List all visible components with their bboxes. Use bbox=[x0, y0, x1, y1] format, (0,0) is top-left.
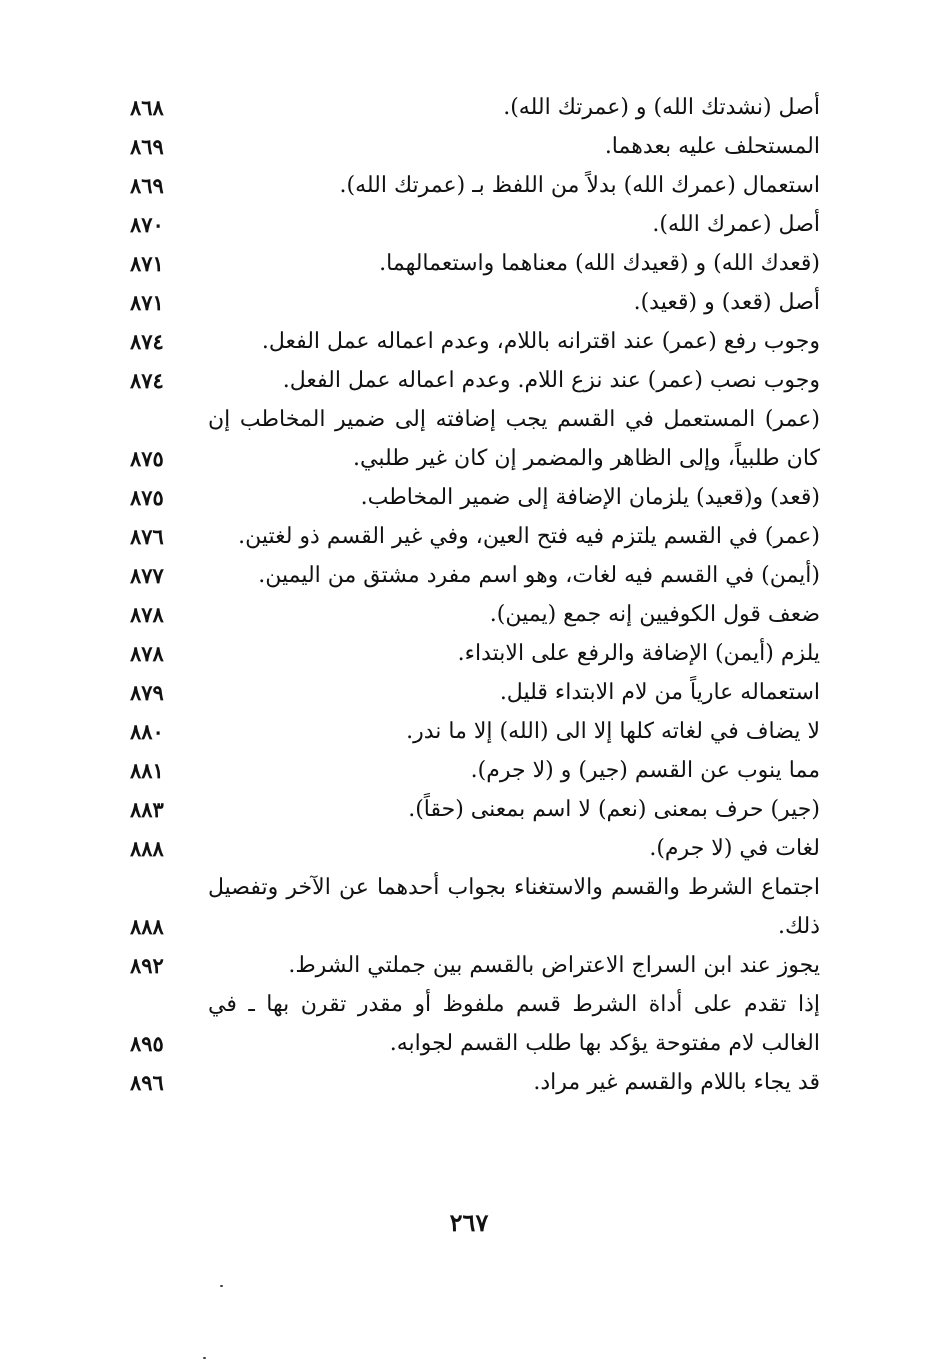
entry-text: وجوب نصب (عمر) عند نزع اللام. وعدم اعماله عمل الفعل. bbox=[282, 368, 820, 393]
entry-page-number: ٨٧١ bbox=[130, 251, 164, 276]
entry-text: اجتماع الشرط والقسم والاستغناء بجواب أحدهما عن الآخر وتفصيل ذلك. bbox=[208, 875, 820, 939]
entry-page-number: ٨٧٦ bbox=[130, 524, 164, 549]
page-number: ٢٦٧ bbox=[449, 1208, 489, 1237]
entry-text: لا يضاف في لغاته كلها إلا الى (الله) إلا ما ندر. bbox=[406, 719, 820, 744]
toc-entry bbox=[130, 790, 820, 829]
entry-text: لغات في (لا جرم). bbox=[649, 836, 820, 861]
entry-text: استعماله عارياً من لام الابتداء قليل. bbox=[499, 680, 820, 705]
entry-text: يجوز عند ابن السراج الاعتراض بالقسم بين جملتي الشرط. bbox=[288, 953, 820, 978]
entry-text: وجوب رفع (عمر) عند اقترانه باللام، وعدم اعماله عمل الفعل. bbox=[261, 329, 820, 354]
entry-text: ضعف قول الكوفيين إنه جمع (يمين). bbox=[489, 602, 820, 627]
toc-entry bbox=[130, 946, 820, 985]
toc-entry bbox=[130, 205, 820, 244]
entry-text: أصل (قعد) و (قعيد). bbox=[633, 290, 820, 315]
scan-speck bbox=[203, 1357, 206, 1359]
entry-text: مما ينوب عن القسم (جير) و (لا جرم). bbox=[470, 758, 820, 783]
entry-page-number: ٨٧٥ bbox=[130, 446, 164, 471]
table-of-contents bbox=[130, 88, 820, 1102]
entry-page-number: ٨٧١ bbox=[130, 290, 164, 315]
toc-entry bbox=[130, 829, 820, 868]
entry-text: (جير) حرف بمعنى (نعم) لا اسم بمعنى (حقاً). bbox=[408, 797, 820, 822]
toc-entry bbox=[130, 868, 820, 946]
toc-entry bbox=[130, 166, 820, 205]
toc-entry bbox=[130, 361, 820, 400]
toc-entry bbox=[130, 322, 820, 361]
entry-text: أصل (عمرك الله). bbox=[652, 212, 820, 237]
toc-entry bbox=[130, 244, 820, 283]
toc-entry bbox=[130, 127, 820, 166]
toc-entry bbox=[130, 673, 820, 712]
entry-page-number: ٨٨١ bbox=[130, 758, 164, 783]
entry-text: (عمر) في القسم يلتزم فيه فتح العين، وفي غير القسم ذو لغتين. bbox=[238, 524, 820, 549]
entry-page-number: ٨٧٩ bbox=[130, 680, 164, 705]
toc-entry bbox=[130, 595, 820, 634]
scan-speck bbox=[220, 1285, 223, 1287]
entry-page-number: ٨٧٧ bbox=[130, 563, 164, 588]
entry-page-number: ٨٧٤ bbox=[130, 329, 164, 354]
entry-page-number: ٨٨٣ bbox=[130, 797, 164, 822]
entry-text: (أيمن) في القسم فيه لغات، وهو اسم مفرد مشتق من اليمين. bbox=[258, 563, 820, 588]
entry-text: أصل (نشدتك الله) و (عمرتك الله). bbox=[503, 95, 820, 120]
entry-page-number: ٨٦٨ bbox=[130, 95, 164, 120]
toc-entry bbox=[130, 400, 820, 478]
entry-text: (قعدك الله) و (قعيدك الله) معناهما واستعمالهما. bbox=[379, 251, 820, 276]
toc-entry bbox=[130, 751, 820, 790]
entry-text: (قعد) و(قعيد) يلزمان الإضافة إلى ضمير المخاطب. bbox=[360, 485, 820, 510]
entry-page-number: ٨٧٤ bbox=[130, 368, 164, 393]
entry-page-number: ٨٨٨ bbox=[130, 914, 164, 939]
toc-entry bbox=[130, 88, 820, 127]
entry-text: استعمال (عمرك الله) بدلاً من اللفظ بـ (عمرتك الله). bbox=[339, 173, 820, 198]
toc-entry bbox=[130, 1063, 820, 1102]
entry-page-number: ٨٨٨ bbox=[130, 836, 164, 861]
entry-page-number: ٨٧٥ bbox=[130, 485, 164, 510]
toc-entry bbox=[130, 517, 820, 556]
toc-entry bbox=[130, 712, 820, 751]
entry-text: (عمر) المستعمل في القسم يجب إضافته إلى ضمير المخاطب إن كان طلبياً، وإلى الظاهر والمضمر إن كان غير طلبي. bbox=[208, 407, 820, 471]
entry-page-number: ٨٩٦ bbox=[130, 1070, 164, 1095]
entry-text: قد يجاء باللام والقسم غير مراد. bbox=[533, 1070, 820, 1095]
entry-text: إذا تقدم على أداة الشرط قسم ملفوظ أو مقدر تقرن بها ـ في الغالب لام مفتوحة يؤكد بها طلب القسم لجوابه. bbox=[208, 992, 820, 1056]
entry-page-number: ٨٩٢ bbox=[130, 953, 164, 978]
entry-page-number: ٨٨٠ bbox=[130, 719, 164, 744]
toc-entry bbox=[130, 556, 820, 595]
entry-page-number: ٨٧٨ bbox=[130, 641, 164, 666]
toc-entry bbox=[130, 634, 820, 673]
entry-page-number: ٨٧٠ bbox=[130, 212, 164, 237]
toc-entry bbox=[130, 478, 820, 517]
toc-entry bbox=[130, 283, 820, 322]
entry-text: يلزم (أيمن) الإضافة والرفع على الابتداء. bbox=[457, 641, 820, 666]
entry-text: المستحلف عليه بعدهما. bbox=[604, 134, 820, 159]
entry-page-number: ٨٩٥ bbox=[130, 1031, 164, 1056]
toc-entry bbox=[130, 985, 820, 1063]
entry-page-number: ٨٧٨ bbox=[130, 602, 164, 627]
entry-page-number: ٨٦٩ bbox=[130, 173, 164, 198]
entry-page-number: ٨٦٩ bbox=[130, 134, 164, 159]
